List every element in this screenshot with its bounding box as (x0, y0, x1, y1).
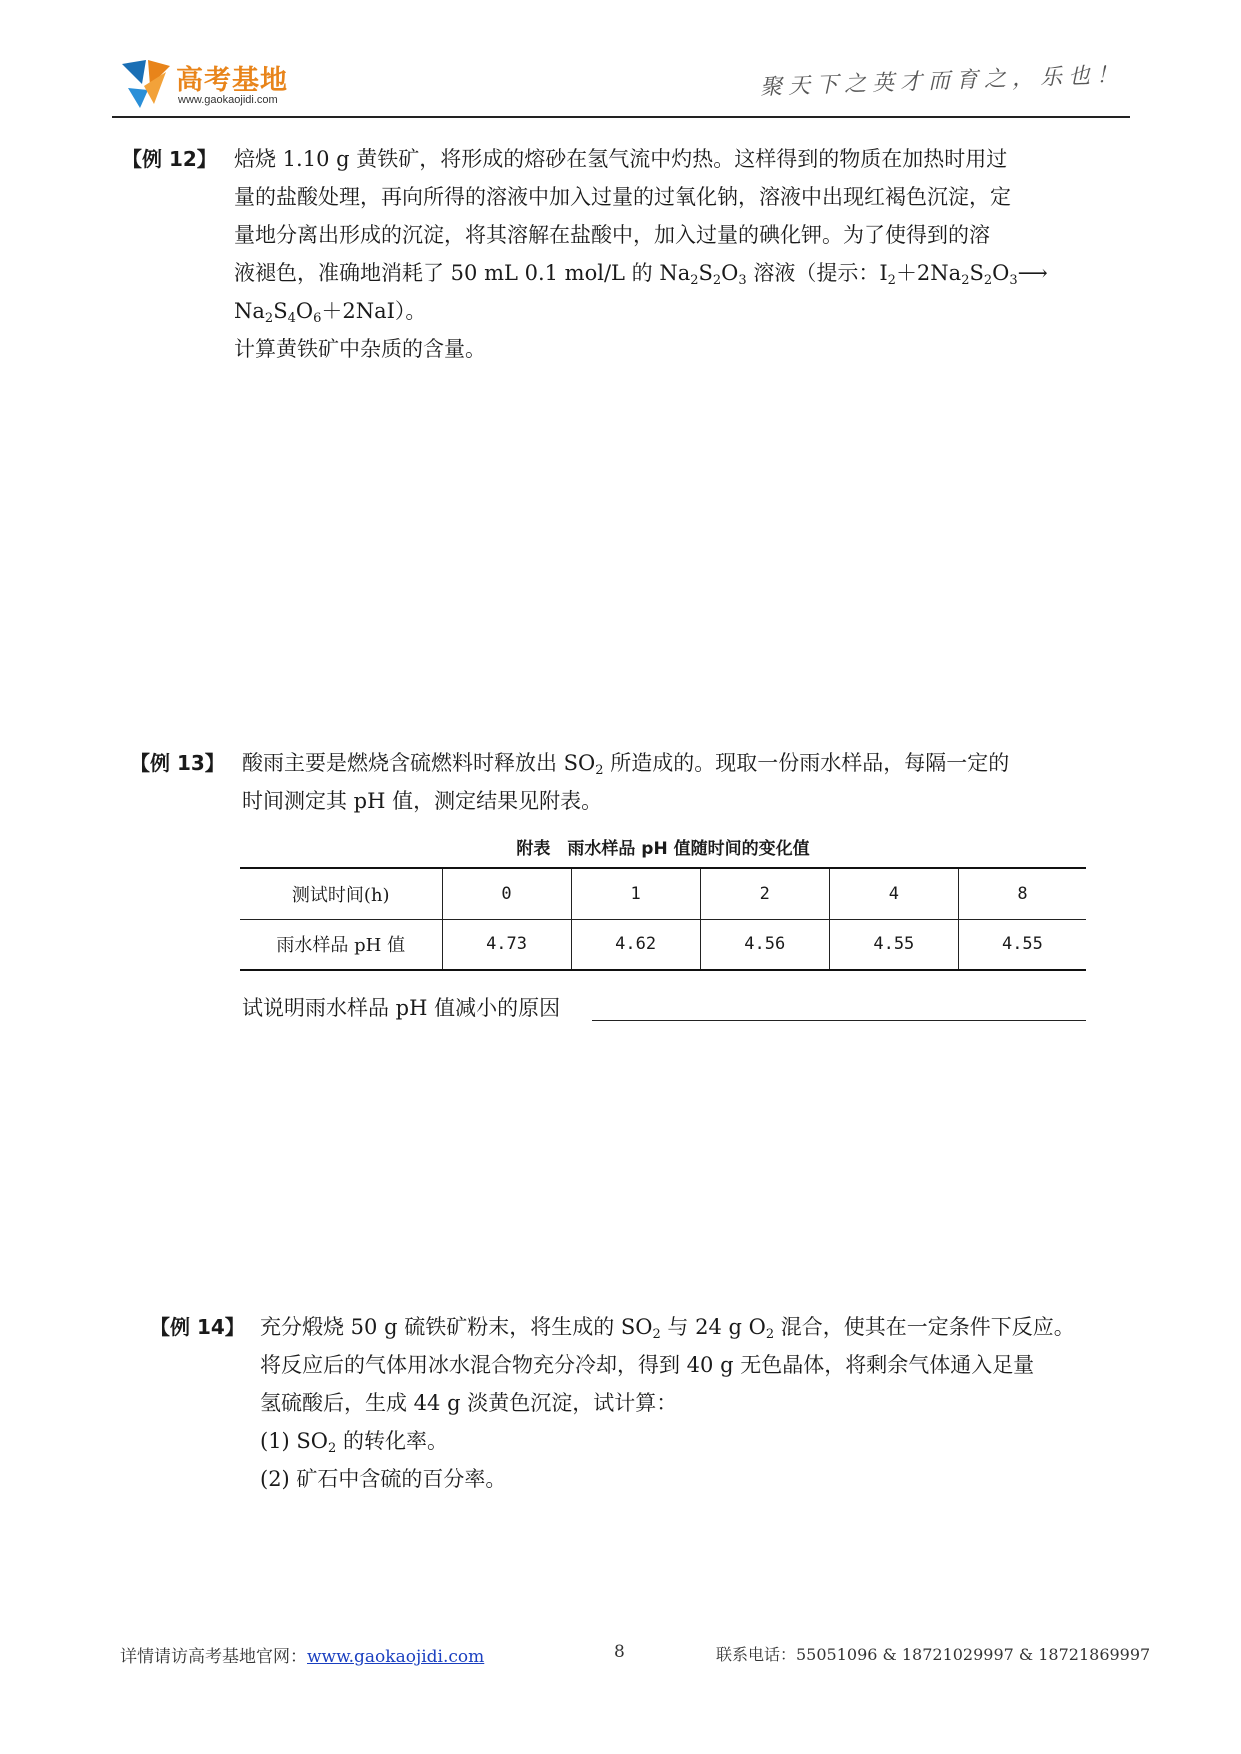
example-14 (150, 1308, 1120, 1508)
table-cell-time: 1 (571, 868, 700, 919)
example-14-line-2: 将反应后的气体用冰水混合物充分冷却，得到 40 g 无色晶体，将剩余气体通入足量 (260, 1353, 1035, 1377)
example-12-line-4: 液褪色，准确地消耗了 50 mL 0.1 mol/L 的 $Na_2S_2O_3$ 溶液（提示：$I_2+2Na_2S_2O_3⟶$ (234, 261, 1048, 288)
footer-left (120, 1642, 484, 1667)
table-row-times (240, 868, 1086, 919)
example-13-question: 试说明雨水样品 pH 值减小的原因 (242, 996, 561, 1020)
table-cell-time: 4 (829, 868, 958, 919)
example-14-q1: (1) $SO_2$ 的转化率。 (260, 1429, 448, 1456)
example-12-line-5: $Na_2S_4O_6+2NaI$）。 (234, 299, 427, 326)
example-12-body (234, 140, 1048, 368)
logo (120, 58, 300, 114)
example-14-line-3: 氢硫酸后，生成 44 g 淡黄色沉淀，试计算： (260, 1391, 678, 1415)
example-14-line-1: 充分煅烧 50 g 硫铁矿粉末，将生成的 $SO_2$ 与 24 g $O_2$ 混合，使其在一定条件下反应。 (260, 1315, 1075, 1342)
example-12-line-3: 量地分离出形成的沉淀，将其溶解在盐酸中，加入过量的碘化钾。为了使得到的溶 (234, 223, 990, 247)
footer-text: 详情请访高考基地官网： (120, 1647, 307, 1667)
table-row-ph (240, 919, 1086, 970)
logo-url: www.gaokaojidi.com (178, 94, 278, 106)
example-12-line-2: 量的盐酸处理，再向所得的溶液中加入过量的过氧化钠，溶液中出现红褐色沉淀，定 (234, 185, 1011, 209)
example-12-label: 【例 12】 (122, 147, 217, 171)
table-cell-ph: 4.56 (700, 919, 829, 970)
example-13-body (242, 744, 1009, 820)
footer-website-link[interactable]: www.gaokaojidi.com (307, 1647, 485, 1667)
example-14-label: 【例 14】 (150, 1315, 245, 1339)
answer-blank-line[interactable] (592, 1020, 1086, 1021)
page-number: 8 (614, 1642, 625, 1662)
example-13-line-1: 酸雨主要是燃烧含硫燃料时释放出 $SO_2$ 所造成的。现取一份雨水样品，每隔一定的 (242, 751, 1010, 778)
table-cell-time: 8 (958, 868, 1086, 919)
motto-signature: 聚天下之英才而育之，乐也！ (759, 62, 1125, 101)
table-cell-ph: 4.55 (829, 919, 958, 970)
table-cell-ph: 4.55 (1001, 934, 1043, 955)
example-12 (122, 140, 1122, 380)
footer-contact: 联系电话：55051096 & 18721029997 & 18721869997 (716, 1645, 1151, 1664)
example-13-line-2: 时间测定其 pH 值，测定结果见附表。 (242, 789, 603, 813)
example-12-question: 计算黄铁矿中杂质的含量。 (234, 337, 486, 361)
example-14-q2: (2) 矿石中含硫的百分率。 (260, 1467, 507, 1491)
logo-mark-icon (120, 58, 172, 110)
example-13-label: 【例 13】 (130, 751, 225, 775)
example-14-body (260, 1308, 1075, 1498)
table-cell-ph: 4.62 (571, 919, 700, 970)
logo-title: 高考基地 (176, 65, 288, 96)
table-header-ph: 雨水样品 pH 值 (240, 919, 442, 970)
ph-table (240, 867, 1086, 971)
table-caption: 附表 雨水样品 pH 值随时间的变化值 (516, 839, 810, 859)
table-header-time: 测试时间(h) (240, 868, 442, 919)
table-cell-time: 0 (442, 868, 571, 919)
table-cell-ph: 4.73 (442, 919, 571, 970)
example-13 (130, 744, 1120, 824)
page-header (112, 54, 1130, 120)
example-12-line-1: 焙烧 1.10 g 黄铁矿，将形成的熔砂在氢气流中灼热。这样得到的物质在加热时用过 (234, 147, 1008, 171)
header-divider (112, 116, 1130, 118)
table-cell-time: 2 (700, 868, 829, 919)
